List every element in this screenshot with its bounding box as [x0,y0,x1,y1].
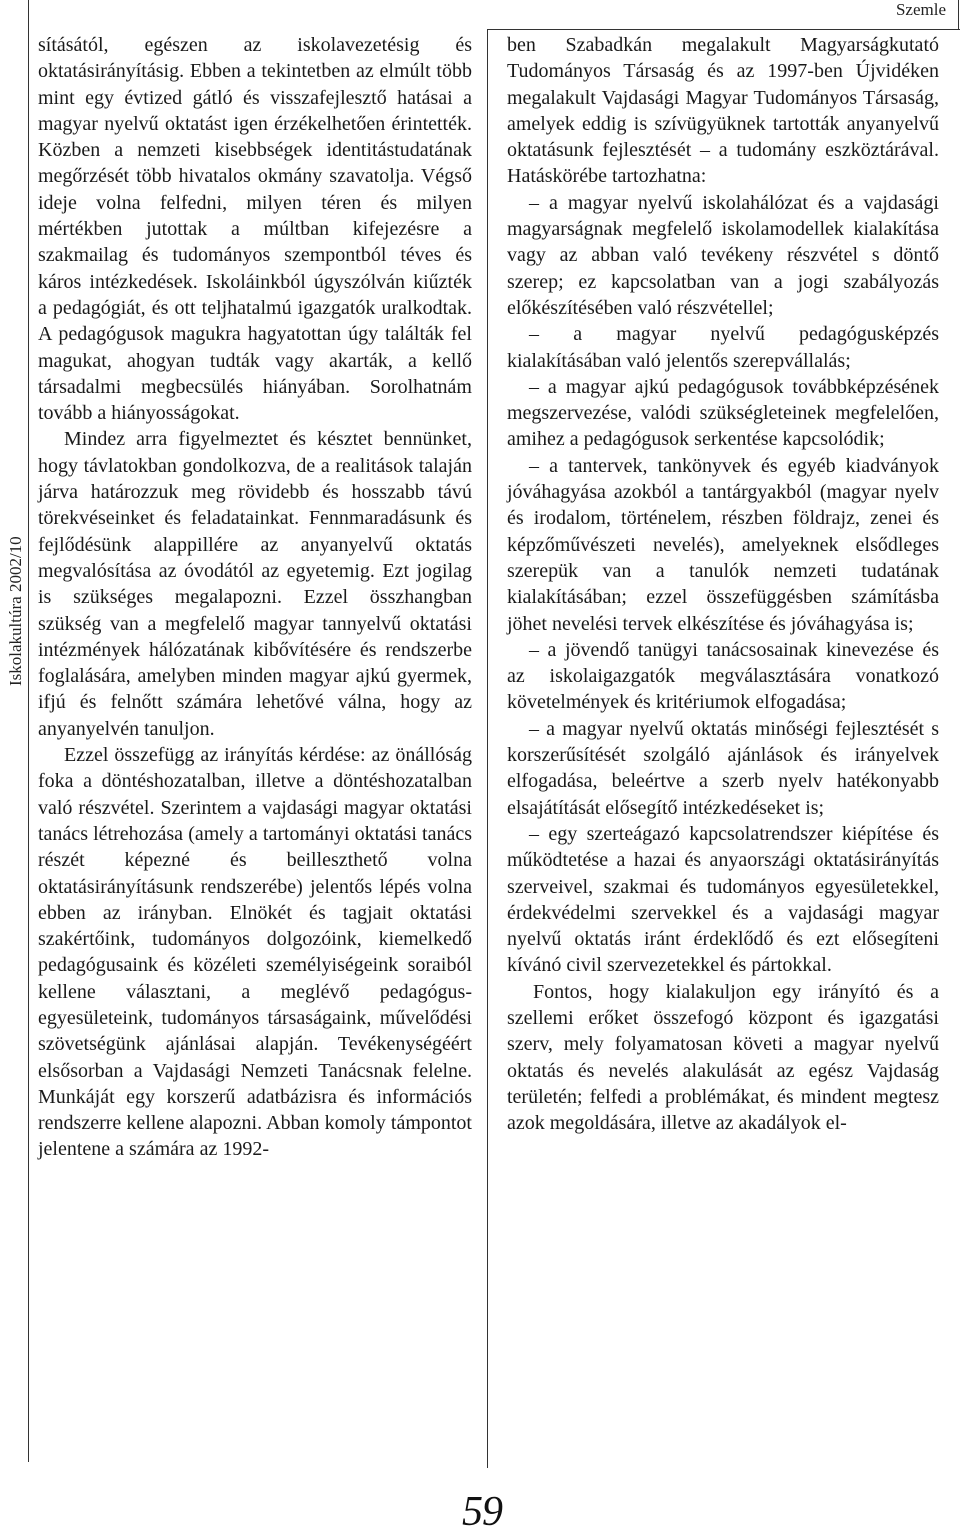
list-item: – a magyar nyelvű iskolahálózat és a vajdasági magyarságnak megfelelő iskolamodellek kialakítása vagy az abban való tevékeny részvétel s döntő szerep; ez kapcsolatban van a jogi szabályozás előkészítésében való részvétellel; [507,191,939,319]
paragraph: sításától, egészen az iskolavezetésig és oktatásirányításig. Ebben a tekintetben az elmúlt több mint egy évtized gátló és visszafejlesztő hatásai a magyar nyelvű oktatást igen érzékelhetően érintették. Közben a nemzeti kisebbségek identitástudatának megőrzését több hivatalos okmány szavatolja. Végső ideje volna felfedni, milyen téren és milyen mértékben jutottak a múltban kifejezésre a szakmailag és tudományos szempontból téves és káros intézkedések. Iskoláinkból úgyszólván kiűzték a pedagógiát, és ott teljhatalmú igazgatók uralkodtak. A pedagógusok magukra hagyatottan úgy találták fel magukat, ahogyan tudták vagy akarták, a kellő társadalmi megbecsülés hiányában. Sorolhatnám tovább a hiányosságokat. [38,34,472,425]
paragraph: Fontos, hogy kialakuljon egy irányító és a szellemi erőket összefogó központ és igazgatási szerv, mely folyamatosan követi a magyar nyelvű oktatás és nevelés alakulását az egész Vajdaság területén; felfedi a problémákat, és mindent megtesz azok megoldására, illetve az akadályok el- [507,980,939,1135]
journal-running-head [4,6,26,686]
page-number: 59 [462,1489,502,1535]
list-item: – a jövendő tanügyi tanácsosainak kinevezése és az iskolaigazgatók megválasztására vonatkozó követelmények és kritériumok elfogadása; [507,638,939,714]
paragraph: Ezzel összefügg az irányítás kérdése: az önállóság foka a döntéshozatalban, illetve a döntéshozatalban való részvétel. Szerintem a vajdasági magyar oktatási tanács létrehozása (amely a tartományi oktatási tanács részét képezné és beilleszthető volna oktatásirányításunk rendszerébe) jelentős lépés volna ebben az irányban. Elnökét és tagjait oktatási szakértőink, tudományos dolgozóink, kiemelkedő pedagógusaink és közéleti személyiségeink soraiból kellene választani, a meglévő pedagógus-egyesületeink, tudományos társaságaink, művelődési szövetségünk ajánlásai alapján. Tevékenységéért elsősorban a Vajdasági Nemzeti Tanácsnak felelne. Munkáját egy korszerű adatbázisra és információs rendszerre kellene alapozni. Abban komoly támpontot jelentene a számára az 1992- [38,744,472,1161]
list-item: – a tantervek, tankönyvek és egyéb kiadványok jóváhagyása azokból a tantárgyakból (magyar nyelv és irodalom, történelem, részben földrajz, zenei és képzőművészeti nevelés), amelyeknek elsődleges szerepük van a tanulók nemzeti tudatának kialakításában; ezzel összefüggésben számításba jöhet nevelési tervek elkészítése és jóváhagyása is; [507,454,939,635]
section-label: Szemle [895,0,946,19]
right-column [507,32,939,1136]
list-item: – a magyar nyelvű oktatás minőségi fejlesztését s korszerűsítését szolgáló ajánlások és irányelvek elfogadása, beleértve a szerb nyelv hatékonyabb elsajátítását elősegítő intézkedéseket is; [507,717,939,819]
left-margin-rule [28,0,29,1462]
list-item: – egy szerteágazó kapcsolatrendszer kiépítése és működtetése a hazai és anyaországi oktatásirányítás szerveivel, szakmai és tudományos egyesületekkel, érdekvédelmi szervekkel és a vajdasági magyar nyelvű oktatás iránt érdeklődő és ezt elősegíteni kívánó civil szervezetekkel és pártokkal. [507,822,939,977]
header-rule [487,29,960,30]
paragraph: ben Szabadkán megalakult Magyarságkutató Tudományos Társaság és az 1997-ben Újvidéken megalakult Vajdasági Magyar Tudományos Társaság, amelyek eddig is szívügyüknek tartották anyanyelvű oktatásunk fejlesztését – a tudomány eszköztárával. Hatáskörébe tartozhatna: [507,34,939,188]
journal-title: Iskolakultúra 2002/10 [6,536,25,686]
header-right-rule [958,0,959,30]
left-column [38,32,472,1163]
column-divider [487,30,488,1468]
list-item: – a magyar ajkú pedagógusok továbbképzésének megszervezése, valódi szükségleteinek megfelelően, amihez a pedagógusok serkentése kapcsolódik; [507,375,939,451]
paragraph: Mindez arra figyelmeztet és késztet bennünket, hogy távlatokban gondolkozva, de a realitások talaján járva határozzuk meg rövidebb és hosszabb távú törekvéseinket és feladatainkat. Fennmaradásunk és fejlődésünk alappillére az anyanyelvű oktatás megvalósítása az óvodától az egyetemig. Ezt jogilag is szükséges megalapozni. Ezzel összhangban szükség van a megfelelő magyar tannyelvű oktatási intézmények hálózatának kibővítésére és rendszerbe foglalására, amelyben minden magyar ajkú gyermek, ifjú és felnőtt számára lehetővé válna, hogy az anyanyelvén tanuljon. [38,428,472,740]
list-item: – a magyar nyelvű pedagógusképzés kialakításában való jelentős szerepvállalás; [507,323,939,372]
